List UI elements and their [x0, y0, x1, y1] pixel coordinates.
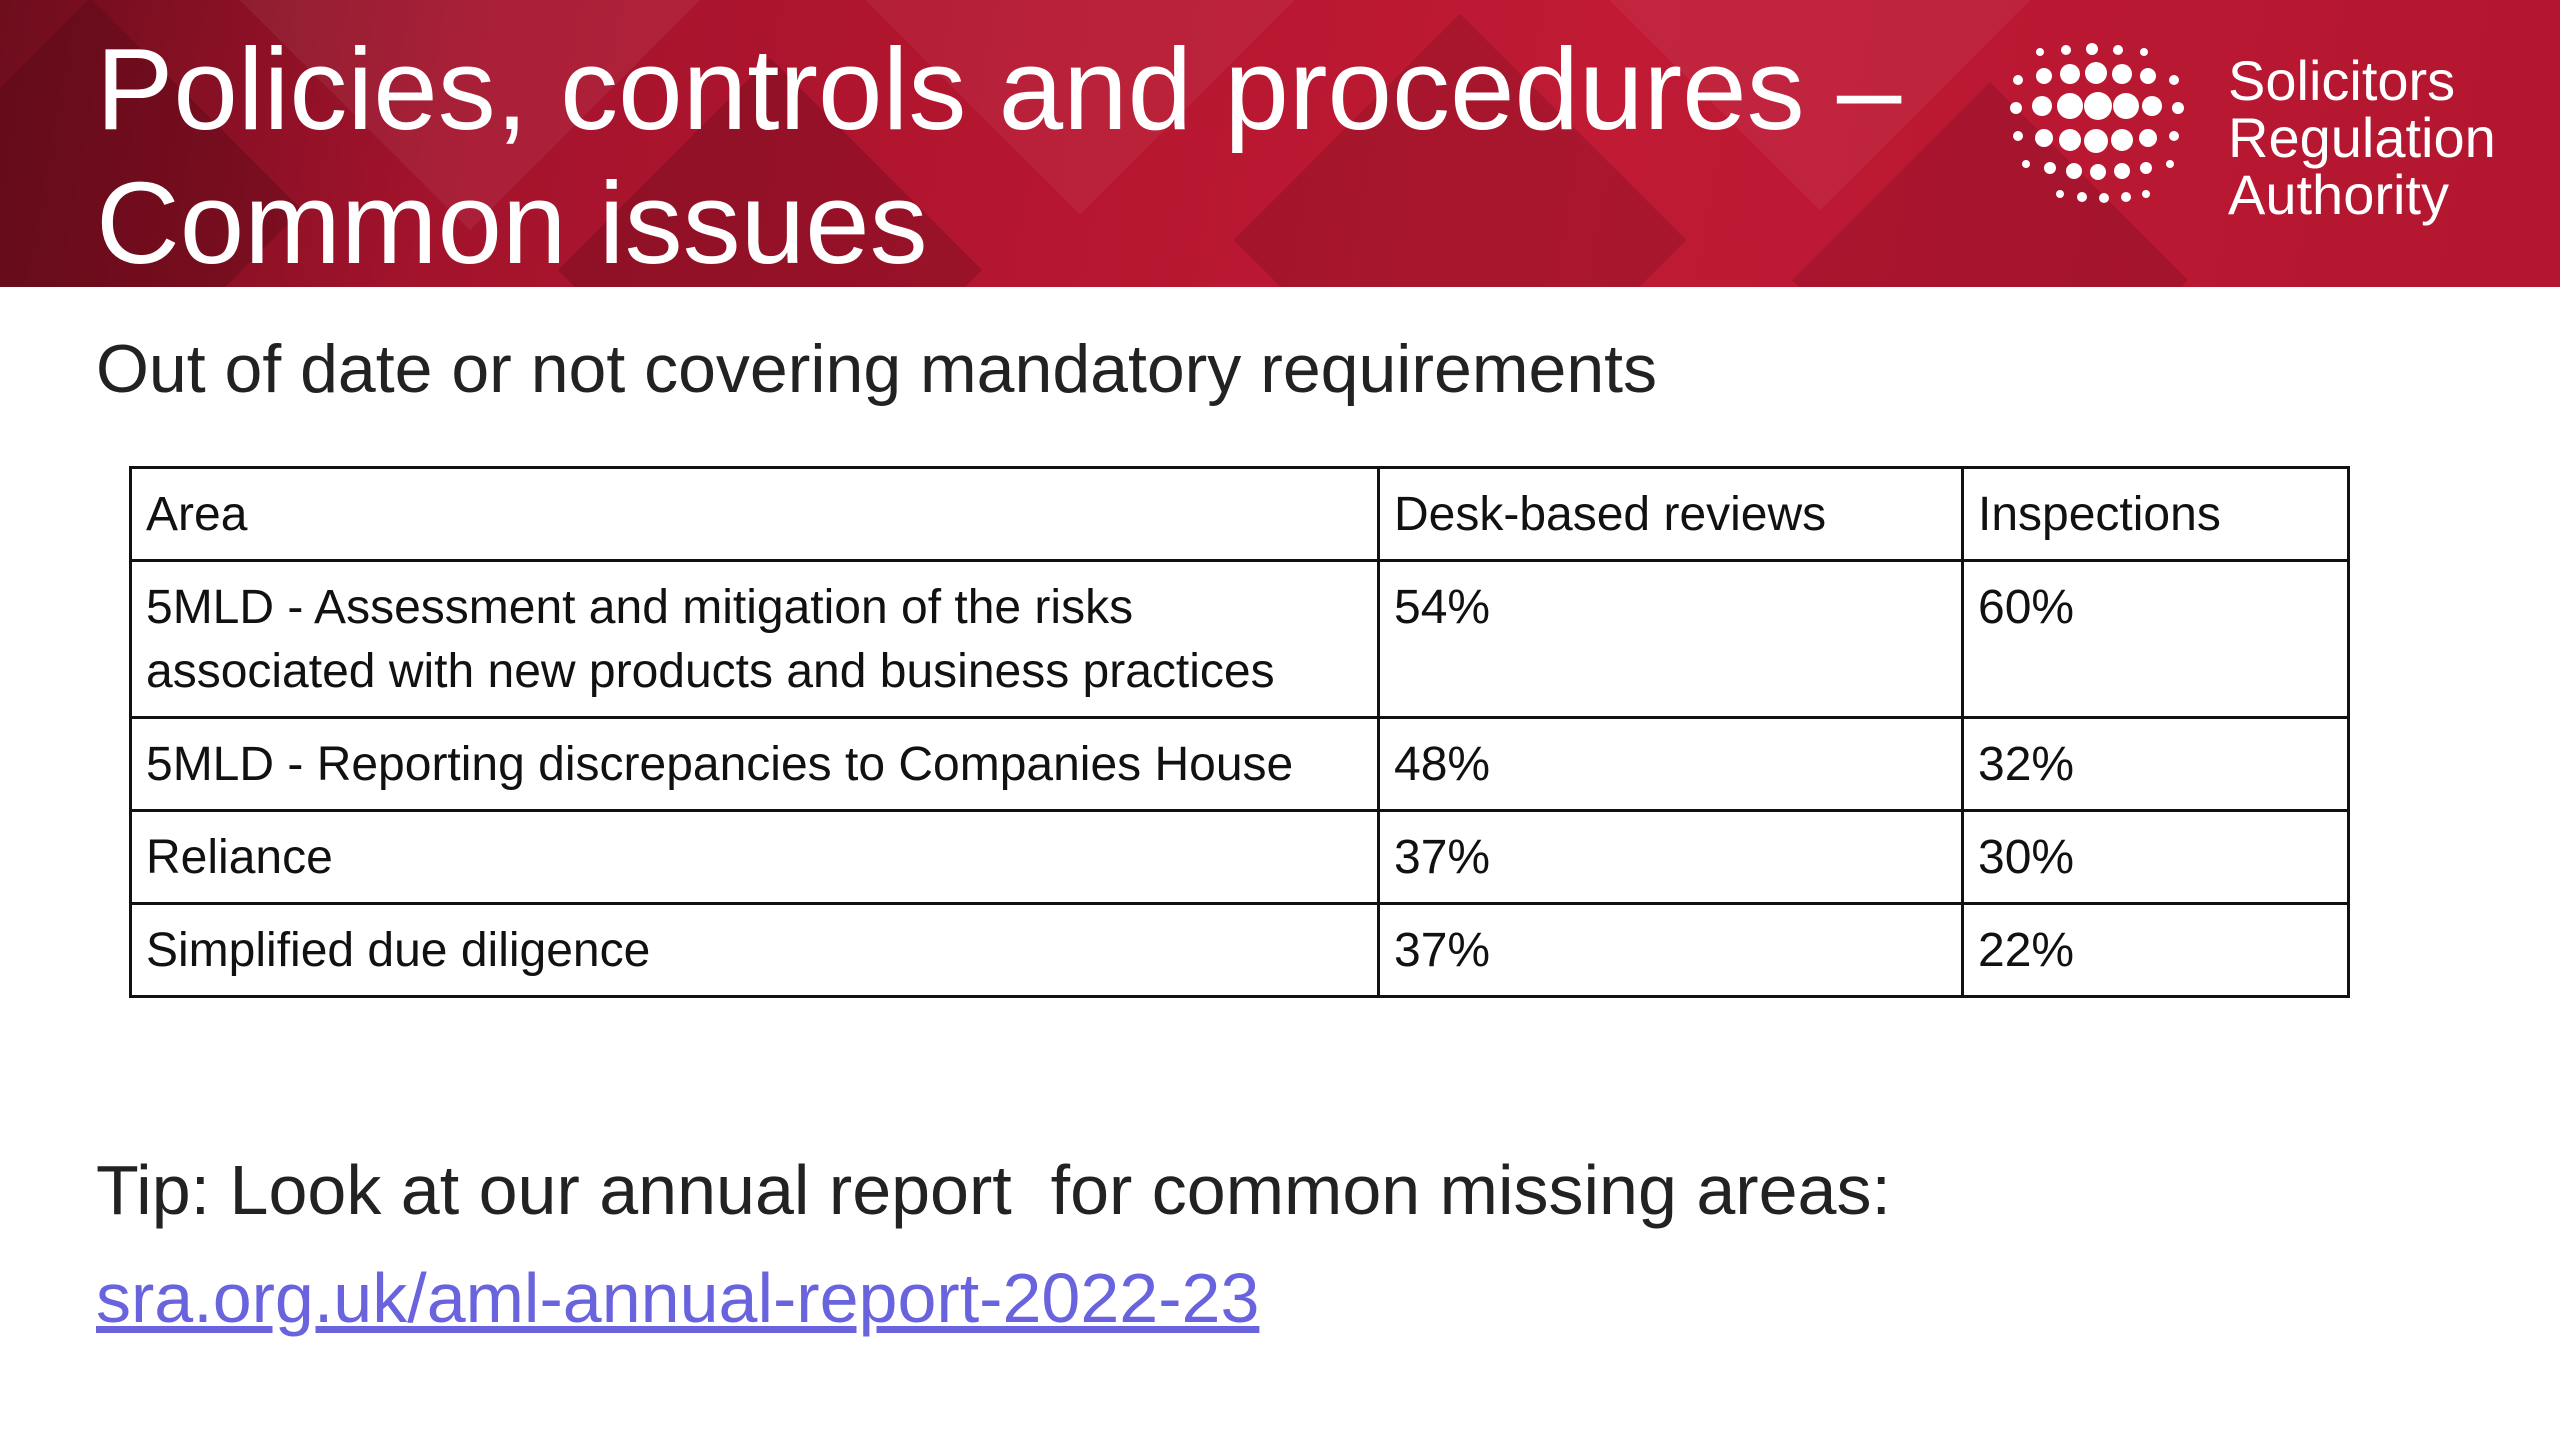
- dot-grid-logo-icon: [2000, 40, 2200, 240]
- logo-text: Solicitors Regulation Authority: [2228, 49, 2496, 226]
- table-row: [131, 811, 2349, 904]
- cell-desk-based-reviews: 48%: [1379, 718, 1963, 811]
- tip-text: Tip: Look at our annual report for common missing areas:: [96, 1151, 1891, 1229]
- cell-desk-based-reviews: 37%: [1379, 811, 1963, 904]
- cell-inspections: 32%: [1963, 718, 2349, 811]
- header-banner: [0, 0, 2560, 287]
- cell-inspections: 30%: [1963, 811, 2349, 904]
- cell-area: Simplified due diligence: [131, 904, 1379, 997]
- page-title: Policies, controls and procedures – Common issues: [96, 24, 1902, 287]
- column-header-desk-based-reviews: Desk-based reviews: [1379, 468, 1963, 561]
- cell-inspections: 22%: [1963, 904, 2349, 997]
- section-subtitle: Out of date or not covering mandatory requirements: [96, 331, 1658, 407]
- cell-area: Reliance: [131, 811, 1379, 904]
- cell-desk-based-reviews: 37%: [1379, 904, 1963, 997]
- annual-report-link[interactable]: sra.org.uk/aml-annual-report-2022-23: [96, 1259, 1260, 1337]
- column-header-inspections: Inspections: [1963, 468, 2349, 561]
- cell-desk-based-reviews: 54%: [1379, 561, 1963, 718]
- common-issues-table: [129, 466, 2350, 998]
- column-header-area: Area: [131, 468, 1379, 561]
- cell-area: 5MLD - Assessment and mitigation of the risks associated with new products and business practices: [131, 561, 1379, 718]
- cell-inspections: 60%: [1963, 561, 2349, 718]
- sra-logo: [2000, 40, 2500, 240]
- table-row: [131, 561, 2349, 718]
- cell-area: 5MLD - Reporting discrepancies to Companies House: [131, 718, 1379, 811]
- table-header-row: [131, 468, 2349, 561]
- table-row: [131, 904, 2349, 997]
- table-row: [131, 718, 2349, 811]
